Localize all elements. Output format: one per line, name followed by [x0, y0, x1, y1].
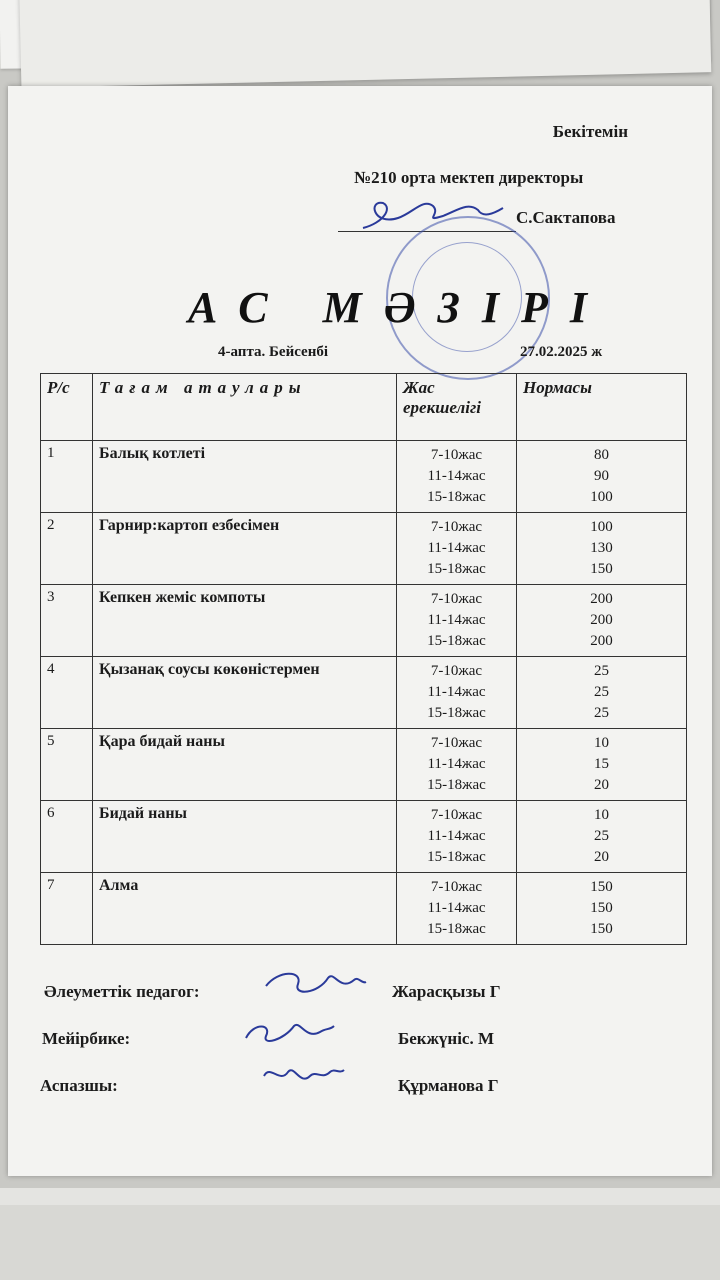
portion-norms [517, 801, 687, 873]
portion-norm: 15 [594, 756, 609, 772]
nurse-signature [236, 1014, 336, 1050]
age-group: 11-14жас [427, 468, 486, 484]
portion-norm: 80 [594, 447, 609, 463]
age-group: 11-14жас [427, 540, 486, 556]
age-groups [397, 729, 517, 801]
age-group: 15-18жас [427, 633, 486, 649]
age-group: 15-18жас [427, 489, 486, 505]
portion-norm: 200 [590, 591, 613, 607]
age-groups [397, 513, 517, 585]
menu-document [8, 86, 712, 1176]
portion-norms [517, 657, 687, 729]
age-group: 11-14жас [427, 900, 486, 916]
underlying-sheet-text [404, 0, 607, 2]
cook-name: Құрманова Г [398, 1076, 499, 1095]
row-number: 4 [41, 657, 93, 729]
table-row [41, 441, 687, 513]
age-group: 11-14жас [427, 828, 486, 844]
row-number: 7 [41, 873, 93, 945]
row-number: 3 [41, 585, 93, 657]
nurse-label: Мейірбике: [42, 1029, 131, 1048]
age-group: 7-10жас [430, 879, 483, 895]
nurse-name: Бекжүніс. М [398, 1029, 495, 1048]
dish-name: Алма [93, 873, 397, 945]
age-groups [397, 873, 517, 945]
portion-norm: 10 [594, 807, 609, 823]
age-group: 15-18жас [427, 561, 486, 577]
column-header-number: Р/с [41, 374, 93, 441]
social-pedagogue-name: Жарасқызы Г [392, 982, 501, 1001]
underlying-sheet-top [19, 0, 712, 88]
age-group: 7-10жас [430, 807, 483, 823]
row-number: 2 [41, 513, 93, 585]
age-groups [397, 585, 517, 657]
dish-name: Қара бидай наны [93, 729, 397, 801]
table-row [41, 729, 687, 801]
age-group: 11-14жас [427, 684, 486, 700]
portion-norm: 150 [590, 900, 613, 916]
portion-norm: 200 [590, 633, 613, 649]
social-pedagogue-label: Әлеуметтік педагог: [44, 982, 200, 1001]
portion-norms [517, 585, 687, 657]
column-header-dish: Тағам атаулары [93, 374, 397, 441]
age-group: 7-10жас [430, 519, 483, 535]
portion-norms [517, 441, 687, 513]
menu-table [40, 373, 687, 945]
director-title: №210 орта мектеп директоры [354, 168, 584, 187]
age-group: 7-10жас [430, 735, 483, 751]
portion-norm: 25 [594, 828, 609, 844]
portion-norm: 100 [590, 489, 613, 505]
cook-label: Аспазшы: [40, 1076, 118, 1095]
dish-name: Кепкен жеміс компоты [93, 585, 397, 657]
age-group: 7-10жас [430, 663, 483, 679]
row-number: 6 [41, 801, 93, 873]
age-group: 7-10жас [430, 591, 483, 607]
week-day-label: 4-апта. Бейсенбі [218, 344, 329, 360]
age-group: 7-10жас [430, 447, 483, 463]
desk-edge [0, 1205, 720, 1280]
portion-norms [517, 513, 687, 585]
table-row [41, 585, 687, 657]
portion-norm: 25 [594, 663, 609, 679]
age-group: 15-18жас [427, 921, 486, 937]
table-header-row [41, 374, 687, 441]
age-group: 15-18жас [427, 777, 486, 793]
social-pedagogue-signature [258, 964, 368, 1000]
row-number: 1 [41, 441, 93, 513]
table-row [41, 657, 687, 729]
portion-norm: 25 [594, 705, 609, 721]
dish-name: Қызанақ соусы көкөністермен [93, 657, 397, 729]
age-group: 15-18жас [427, 849, 486, 865]
portion-norm: 100 [590, 519, 613, 535]
portion-norm: 10 [594, 735, 609, 751]
portion-norm: 200 [590, 612, 613, 628]
portion-norm: 90 [594, 468, 609, 484]
approval-label: Бекітемін [552, 122, 628, 141]
age-groups [397, 657, 517, 729]
row-number: 5 [41, 729, 93, 801]
age-group: 11-14жас [427, 612, 486, 628]
portion-norm: 150 [590, 561, 613, 577]
table-row [41, 873, 687, 945]
dish-name: Бидай наны [93, 801, 397, 873]
director-name: С.Сактапова [516, 208, 616, 227]
dish-name: Балық котлеті [93, 441, 397, 513]
cook-signature [256, 1058, 346, 1092]
table-row [41, 801, 687, 873]
portion-norms [517, 729, 687, 801]
age-group: 11-14жас [427, 756, 486, 772]
portion-norm: 20 [594, 777, 609, 793]
portion-norm: 25 [594, 684, 609, 700]
age-groups [397, 801, 517, 873]
menu-title: АС МӘЗІРІ [188, 283, 610, 332]
age-group: 15-18жас [427, 705, 486, 721]
dish-name: Гарнир:картоп езбесімен [93, 513, 397, 585]
portion-norm: 20 [594, 849, 609, 865]
age-groups [397, 441, 517, 513]
table-row [41, 513, 687, 585]
portion-norms [517, 873, 687, 945]
portion-norm: 150 [590, 921, 613, 937]
column-header-age: Жас ерекшелігі [397, 374, 517, 441]
menu-date: 27.02.2025 ж [520, 344, 603, 360]
portion-norm: 150 [590, 879, 613, 895]
column-header-norm: Нормасы [517, 374, 687, 441]
portion-norm: 130 [590, 540, 613, 556]
